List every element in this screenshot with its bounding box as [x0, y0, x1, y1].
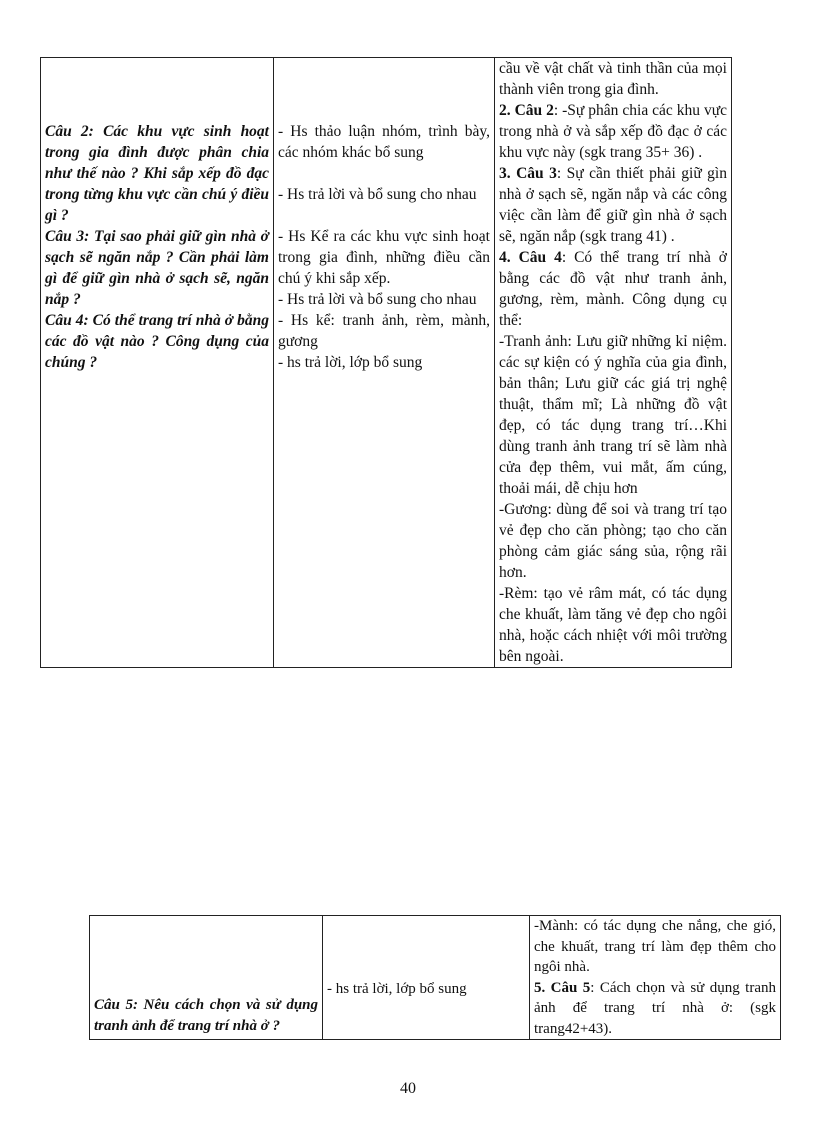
answer-4-manh: -Mành: có tác dụng che nắng, che gió, che khuất, trang trí làm đẹp thêm cho ngôi nhà. — [534, 918, 776, 975]
answer-2: 2. Câu 2: -Sự phân chia các khu vực trong nhà ở và sắp xếp đồ đạc ở các khu vực này (sgk trang 35+ 36) . — [499, 102, 727, 161]
answer-3: 3. Câu 3: Sự cần thiết phải giữ gìn nhà ở sạch sẽ, ngăn nắp và các công việc cần làm để giữ gìn nhà ở sạch sẽ, ngăn nắp (sgk trang 41) . — [499, 165, 727, 245]
answer-table-continued — [89, 915, 781, 1040]
question-2: Câu 2: Các khu vực sinh hoạt trong gia đình được phân chia như thế nào ? Khi sắp xếp đồ đạc trong từng khu vực cần chú ý điều gì ? — [45, 123, 269, 224]
answer-4-guong: -Gương: dùng để soi và trang trí tạo vẻ đẹp cho căn phòng; tạo cho căn phòng cảm giác sáng sủa, rộng rãi hơn. — [499, 501, 727, 581]
questions-column — [41, 58, 274, 668]
activity-1: - Hs thảo luận nhóm, trình bày, các nhóm khác bổ sung — [278, 123, 490, 161]
answer-4-rem: -Rèm: tạo vẻ râm mát, có tác dụng che khuất, làm tăng vẻ đẹp cho ngôi nhà, hoặc cách nhiệt với môi trường bên ngoài. — [499, 585, 727, 665]
answers-column — [495, 58, 732, 668]
activity-7: - hs trả lời, lớp bổ sung — [323, 916, 530, 1040]
question-3: Câu 3: Tại sao phải giữ gìn nhà ở sạch sẽ ngăn nắp ? Cần phải làm gì để giữ gìn nhà ở sạch sẽ, ngăn nắp ? — [45, 228, 269, 308]
question-4: Câu 4: Có thể trang trí nhà ở bằng các đồ vật nào ? Công dụng của chúng ? — [45, 312, 269, 371]
activity-6: - hs trả lời, lớp bổ sung — [278, 354, 423, 371]
activity-5: - Hs kể: tranh ảnh, rèm, mành, gương — [278, 312, 490, 350]
question-5: Câu 5: Nêu cách chọn và sử dụng tranh ảnh để trang trí nhà ở ? — [90, 916, 323, 1040]
page-number: 40 — [400, 1080, 416, 1097]
activity-3: - Hs Kể ra các khu vực sinh hoạt trong gia đình, những điều cần chú ý khi sắp xếp. — [278, 228, 490, 287]
answer-4: 4. Câu 4: Có thể trang trí nhà ở bằng các đồ vật như tranh ảnh, gương, rèm, mành. Công dụng cụ thể: — [499, 249, 727, 329]
activity-2: - Hs trả lời và bổ sung cho nhau — [278, 186, 477, 203]
answer-5: 5. Câu 5: Cách chọn và sử dụng tranh ảnh để trang trí nhà ở: (sgk trang42+43). — [534, 979, 776, 1037]
answer-5-column — [530, 916, 781, 1040]
answer-4-tranh: -Tranh ảnh: Lưu giữ những kỉ niệm. các sự kiện có ý nghĩa của gia đình, bản thân; Lưu giữ các giá trị nghệ thuật, thẩm mĩ; Là những đồ vật đẹp, có tác dụng trang trí…Khi dùng tranh ảnh trang trí sẽ làm nhà cửa đẹp thêm, vui mắt, ấm cúng, thoải mái, dễ chịu hơn — [499, 333, 727, 497]
answer-table-main — [40, 57, 732, 668]
answer-intro: cầu về vật chất và tinh thần của mọi thành viên trong gia đình. — [499, 60, 727, 98]
activity-4: - Hs trả lời và bổ sung cho nhau — [278, 291, 477, 308]
student-activity-column — [274, 58, 495, 668]
